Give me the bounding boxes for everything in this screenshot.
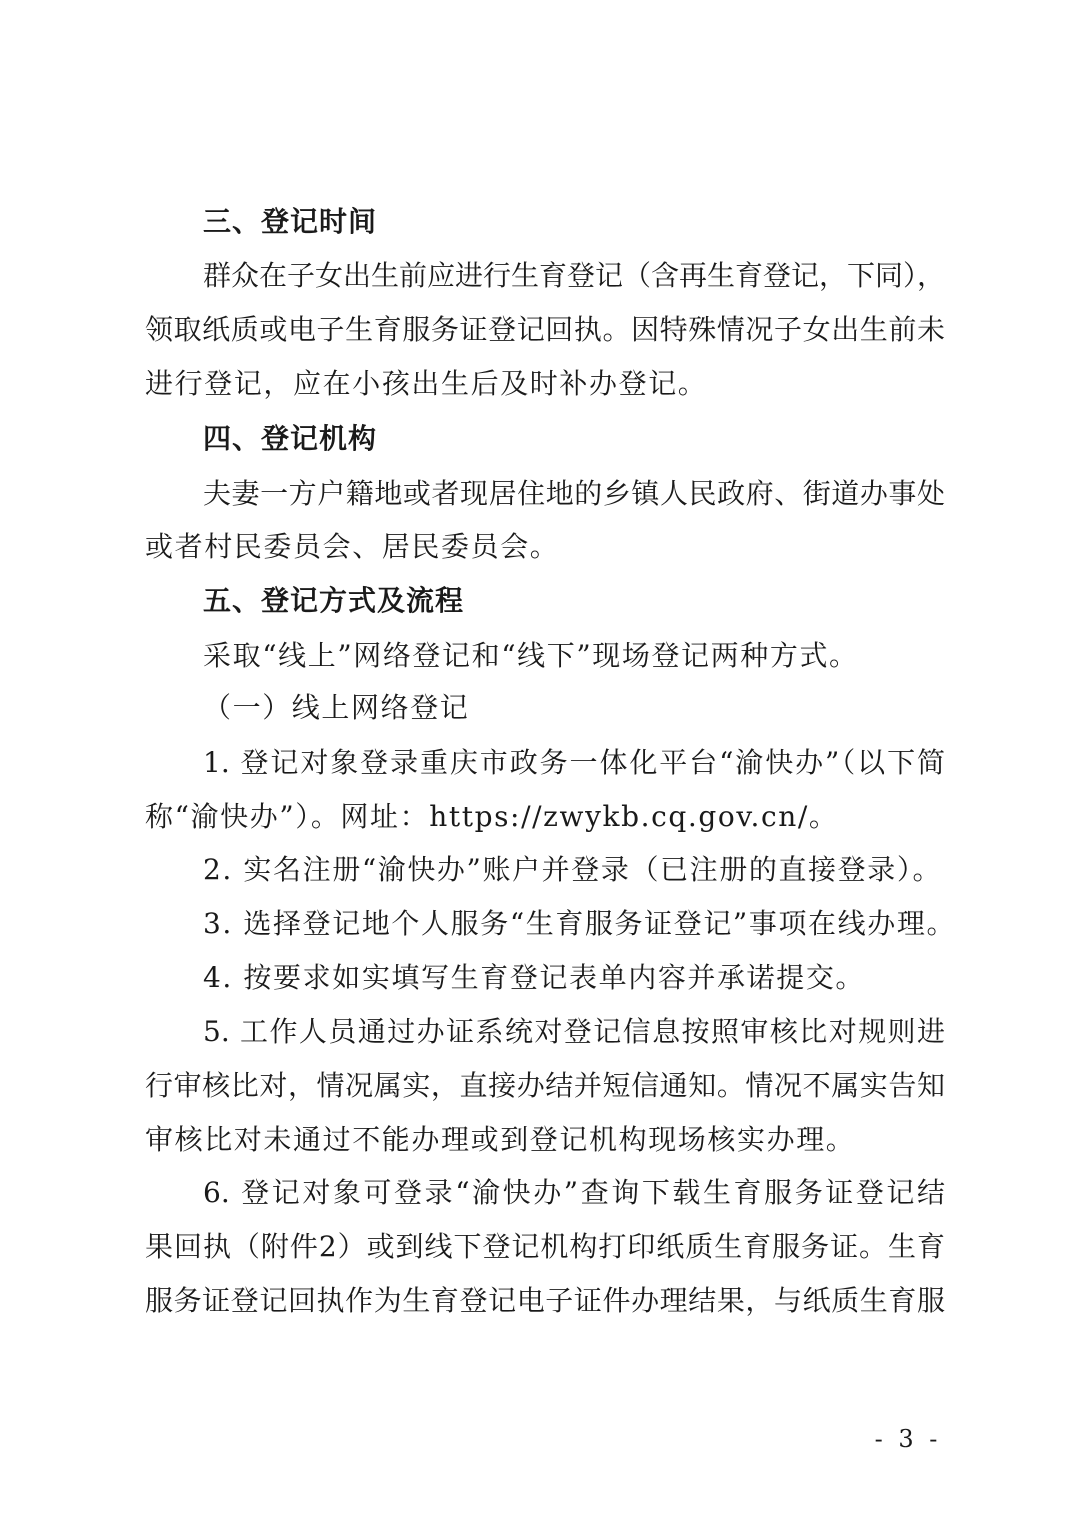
section-heading-registration-agency: 四、登记机构 <box>203 422 378 455</box>
step-1-line: 1. 登记对象登录重庆市政务一体化平台“渝快办”（以下简 <box>203 746 945 779</box>
step-5-line: 审核比对未通过不能办理或到登记机构现场核实办理。 <box>145 1123 856 1156</box>
step-5-line: 5. 工作人员通过办证系统对登记信息按照审核比对规则进 <box>203 1015 945 1048</box>
step-2-line: 2. 实名注册“渝快办”账户并登录（已注册的直接登录）。 <box>203 853 943 886</box>
section-heading-registration-method: 五、登记方式及流程 <box>203 584 465 617</box>
step-3-line: 3. 选择登记地个人服务“生育服务证登记”事项在线办理。 <box>203 907 957 940</box>
step-1-line: 称“渝快办”）。网址：https://zwykb.cq.gov.cn/。 <box>145 800 839 833</box>
paragraph-line: 或者村民委员会、居民委员会。 <box>145 530 560 563</box>
subsection-heading-online-registration: （一）线上网络登记 <box>203 691 470 724</box>
paragraph-line: 群众在子女出生前应进行生育登记（含再生育登记，下同）， <box>203 259 946 292</box>
step-6-line: 6. 登记对象可登录“渝快办”查询下载生育服务证登记结 <box>203 1176 945 1209</box>
paragraph-line: 领取纸质或电子生育服务证登记回执。因特殊情况子女出生前未 <box>145 313 945 346</box>
section-heading-registration-time: 三、登记时间 <box>203 205 378 238</box>
paragraph-line: 进行登记，应在小孩出生后及时补办登记。 <box>145 367 708 400</box>
step-4-line: 4. 按要求如实填写生育登记表单内容并承诺提交。 <box>203 961 866 994</box>
step-6-line: 果回执（附件2）或到线下登记机构打印纸质生育服务证。生育 <box>145 1230 945 1263</box>
step-5-line: 行审核比对，情况属实，直接办结并短信通知。情况不属实告知 <box>145 1069 945 1102</box>
paragraph-line: 采取“线上”网络登记和“线下”现场登记两种方式。 <box>203 639 859 672</box>
step-6-line: 服务证登记回执作为生育登记电子证件办理结果，与纸质生育服 <box>145 1284 945 1317</box>
paragraph-line: 夫妻一方户籍地或者现居住地的乡镇人民政府、街道办事处 <box>203 477 945 510</box>
page-number: - 3 - <box>874 1425 942 1453</box>
